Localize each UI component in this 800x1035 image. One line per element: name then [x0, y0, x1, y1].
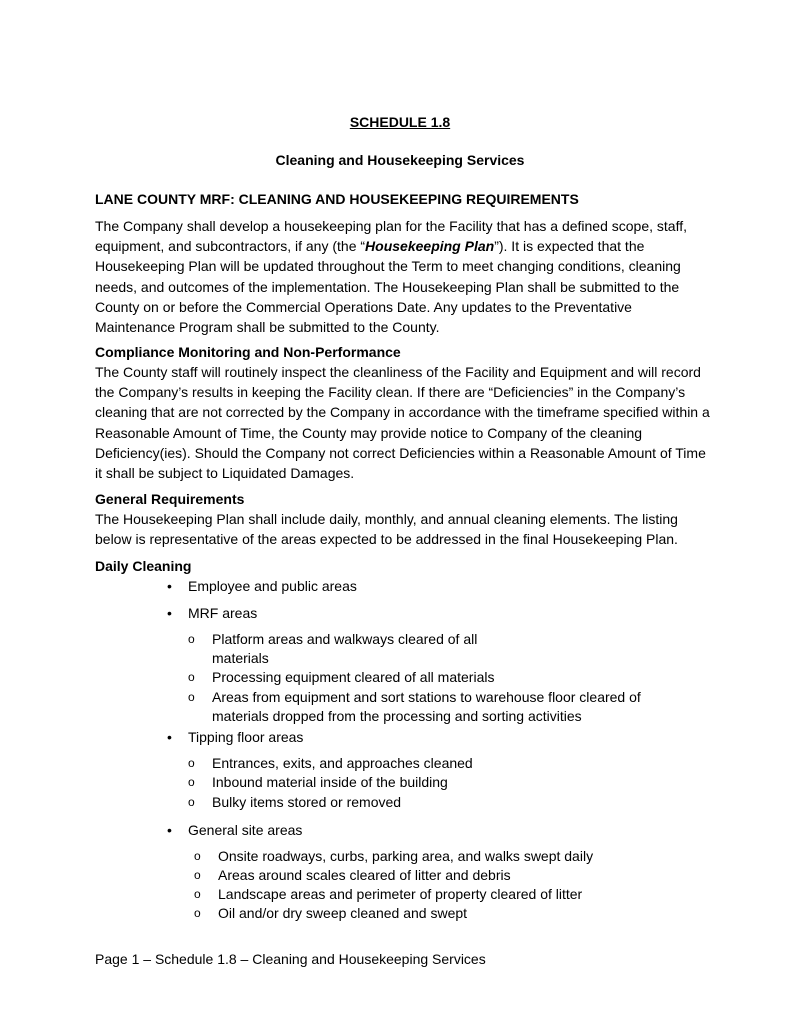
bullet-icon: • — [167, 729, 172, 745]
daily-cleaning-heading: Daily Cleaning — [95, 558, 192, 574]
section-heading: LANE COUNTY MRF: CLEANING AND HOUSEKEEPING REQUIREMENTS — [95, 191, 579, 207]
bullet-icon: • — [167, 822, 172, 838]
circle-bullet-icon: o — [188, 795, 195, 809]
sub-list-item-label: Onsite roadways, curbs, parking area, and walks swept daily — [218, 848, 594, 864]
general-requirements-paragraph: The Housekeeping Plan shall include daily, monthly, and annual cleaning elements. The listing below is representative of the areas expected to be addressed in the final Housekeeping Plan. — [95, 511, 678, 548]
housekeeping-plan-term: Housekeeping Plan — [365, 238, 495, 255]
sub-list-item-label: materials dropped from the processing and sorting activities — [212, 708, 582, 724]
document-subtitle: Cleaning and Housekeeping Services — [275, 152, 525, 168]
circle-bullet-icon: o — [188, 632, 195, 646]
compliance-heading: Compliance Monitoring and Non-Performance — [95, 344, 401, 360]
circle-bullet-icon: o — [188, 756, 195, 770]
sub-list-item-label: Bulky items stored or removed — [212, 794, 402, 810]
circle-bullet-icon: o — [194, 906, 201, 920]
sub-list-item-label: Areas around scales cleared of litter and debris — [218, 867, 511, 883]
circle-bullet-icon: o — [188, 670, 195, 684]
compliance-paragraph: The County staff will routinely inspect the cleanliness of the Facility and Equipment and will record the Company’s results in keeping the Facility clean. If there are “Deficiencies” in the Company’s cleaning that are not corrected by the Company in accordance with the timeframe specified within a Reasonable Amount of Time, the County may provide notice to Company of the cleaning Deficiency(ies). Should the Company not correct Deficiencies within a Reasonable Amount of Time it shall be subject to Liquidated Damages. — [95, 364, 710, 482]
sub-list-item-label: Inbound material inside of the building — [212, 774, 448, 790]
list-item-label: Employee and public areas — [188, 578, 357, 594]
list-item-label: General site areas — [188, 822, 303, 838]
list-item-label: Tipping floor areas — [188, 729, 304, 745]
sub-list-item-label: Entrances, exits, and approaches cleaned — [212, 755, 473, 771]
sub-list-item-label: Areas from equipment and sort stations to warehouse floor cleared of — [212, 689, 641, 705]
sub-list-item-label: Platform areas and walkways cleared of all — [212, 631, 478, 647]
list-item-label: MRF areas — [188, 605, 258, 621]
intro-text-after: ”). It is expected that the Housekeeping Plan will be updated throughout the Term to meet changing conditions, cleaning needs, and outcomes of the implementation. The Housekeeping Plan shall be submitted to the County on or before the Commercial Operations Date. Any updates to the Preventative Maintenance Program shall be submitted to the County. — [95, 238, 681, 336]
intro-text-before: The Company shall develop a housekeeping plan for the Facility that has a defined scope, staff, equipment, and subcontractors, if any (the “ — [95, 218, 687, 255]
page-footer: Page 1 – Schedule 1.8 – Cleaning and Housekeeping Services — [95, 951, 486, 967]
bullet-icon: • — [167, 605, 172, 621]
intro-paragraph — [95, 216, 715, 337]
circle-bullet-icon: o — [188, 775, 195, 789]
circle-bullet-icon: o — [194, 887, 201, 901]
sub-list-item-label: materials — [212, 650, 269, 666]
circle-bullet-icon: o — [194, 868, 201, 882]
schedule-title: SCHEDULE 1.8 — [349, 114, 451, 130]
sub-list-item-label: Processing equipment cleared of all materials — [212, 669, 495, 685]
circle-bullet-icon: o — [194, 849, 201, 863]
circle-bullet-icon: o — [188, 690, 195, 704]
general-requirements-heading: General Requirements — [95, 491, 245, 507]
bullet-icon: • — [167, 578, 172, 594]
sub-list-item-label: Landscape areas and perimeter of property cleared of litter — [218, 886, 583, 902]
sub-list-item-label: Oil and/or dry sweep cleaned and swept — [218, 905, 468, 921]
